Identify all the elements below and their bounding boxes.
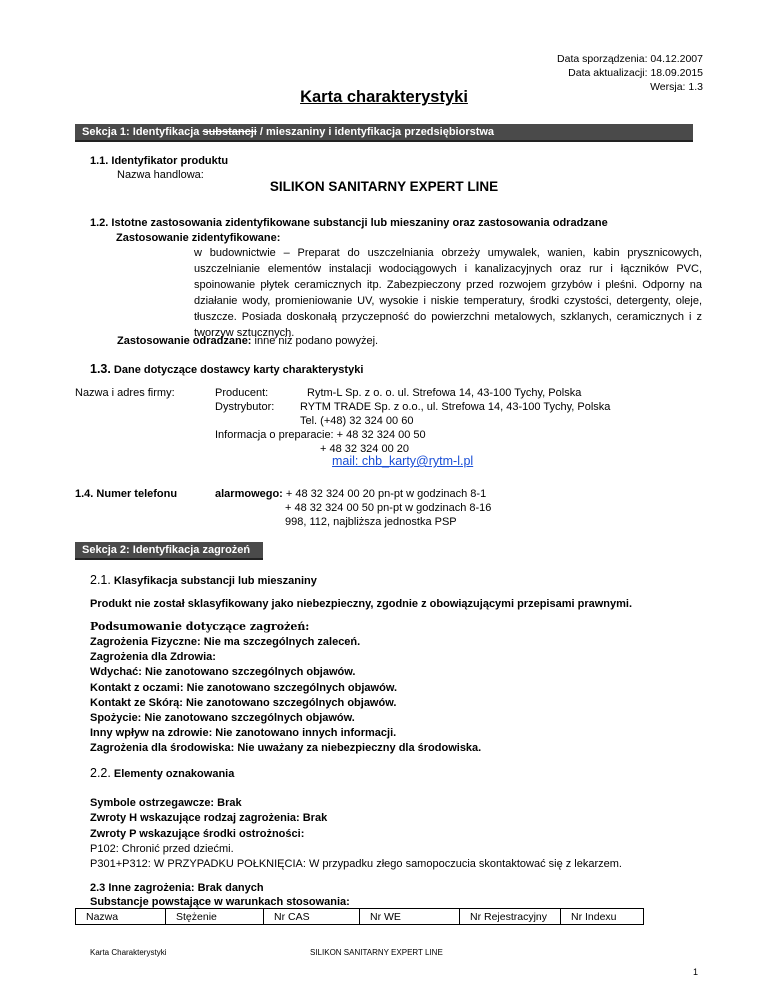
document-meta [557, 52, 703, 95]
other-hazards: 2.3 Inne zagrożenia: Brak danych [90, 882, 264, 894]
table-header-cell: Stężenie [166, 909, 264, 925]
hazard-summary-item: Kontakt ze Skórą: Nie zanotowano szczególnych objawów. [90, 696, 397, 709]
section-1-3-number: 1.3. [90, 362, 111, 376]
table-header-cell: Nr Indexu [561, 909, 644, 925]
trade-name-label: Nazwa handlowa: [117, 169, 204, 181]
section-1-3-text: Dane dotyczące dostawcy karty charakterystyki [110, 364, 364, 376]
hazard-summary-item: Inny wpływ na zdrowie: Nie zanotowano innych informacji. [90, 727, 397, 740]
table-header-cell: Nr CAS [264, 909, 360, 925]
section-2-2-title [90, 766, 234, 782]
distributor-label: Dystrybutor: [215, 401, 275, 413]
hazard-summary-item: Zagrożenia Fizyczne: Nie ma szczególnych zaleceń. [90, 636, 361, 648]
section-1-2-title: 1.2. Istotne zastosowania zidentyfikowane substancji lub mieszaniny oraz zastosowania odradzane [90, 217, 608, 229]
hazard-summary-title: Podsumowanie dotyczące zagrożeń: [90, 620, 310, 633]
h-phrases: Zwroty H wskazujące rodzaj zagrożenia: Brak [90, 812, 328, 825]
identified-use-text: w budownictwie – Preparat do uszczelniania obrzeży umywalek, wanien, kabin prysznicowych, uszczelnianie elementów instalacji wodociągowych i kanalizacyjnych oraz rur i łączników PVC, spoinowanie płytek ceramicznych itp. Zabezpieczony przed rozwojem grzybów i pleśni. Odporny na działanie wody, promieniowanie UV, wysokie i niskie temperatury, środki czystości, detergenty, oleje, tłuszcze. Posiada doskonałą przyczepność do powierzchni metalowych, szklanych, ceramicznych i z tworzyw sztucznych. [194, 247, 702, 340]
advised-against-label: Zastosowanie odradzane: [117, 335, 252, 347]
update-date: Data aktualizacji: 18.09.2015 [568, 67, 703, 80]
page-number: 1 [692, 967, 698, 977]
footer-left: Karta Charakterystyki [90, 948, 167, 957]
alarm-number-1: + 48 32 324 00 20 pn-pt w godzinach 8-1 [282, 488, 487, 500]
p102-phrase: P102: Chronić przed dziećmi. [90, 842, 234, 855]
hazard-summary-list [90, 635, 481, 757]
company-phone: Tel. (+48) 32 324 00 60 [300, 415, 414, 427]
section-1-suffix: / mieszaniny i identyfikacja przedsiębiorstwa [256, 126, 495, 138]
table-header-row [76, 909, 644, 925]
distributor-value: RYTM TRADE Sp. z o.o., ul. Strefowa 14, 43-100 Tychy, Polska [300, 401, 611, 413]
alarm-label: alarmowego: [215, 488, 283, 500]
section-1-header [75, 124, 693, 142]
section-2-1-text: Klasyfikacja substancji lub mieszaniny [110, 575, 317, 587]
emergency-phone-line-2: + 48 32 324 00 50 pn-pt w godzinach 8-16 [285, 502, 492, 514]
section-2-2-number: 2.2. [90, 766, 111, 780]
table-header-cell: Nr WE [360, 909, 460, 925]
company-name-label: Nazwa i adres firmy: [75, 387, 175, 399]
hazard-summary-item: Wdychać: Nie zanotowano szczególnych objawów. [90, 666, 356, 679]
labelling-elements [90, 796, 622, 872]
producer-label: Producent: [215, 387, 269, 399]
email-link[interactable]: mail: chb_karty@rytm-l.pl [332, 454, 474, 468]
emergency-phone-line-1 [215, 487, 486, 502]
advised-against [117, 334, 378, 349]
substances-label: Substancje powstające w warunkach stosowania: [90, 896, 350, 908]
footer-center: SILIKON SANITARNY EXPERT LINE [310, 948, 443, 957]
section-1-1-title: 1.1. Identyfikator produktu [90, 155, 229, 167]
p-phrases: Zwroty P wskazujące środki ostrożności: [90, 827, 305, 840]
section-2-header: Sekcja 2: Identyfikacja zagrożeń [75, 542, 263, 560]
section-1-prefix: Sekcja 1: Identyfikacja [82, 126, 203, 138]
table-header-cell: Nazwa [76, 909, 166, 925]
producer-value: Rytm-L Sp. z o. o. ul. Strefowa 14, 43-100 Tychy, Polska [307, 387, 582, 399]
creation-date: Data sporządzenia: 04.12.2007 [557, 53, 703, 65]
emergency-phone-label: 1.4. Numer telefonu [75, 488, 178, 500]
section-2-2-text: Elementy oznakowania [110, 768, 235, 780]
section-2-1-title [90, 573, 317, 589]
identified-use-label: Zastosowanie zidentyfikowane: [116, 232, 281, 244]
section-2-1-number: 2.1. [90, 573, 111, 587]
section-1-struck: substancji [202, 126, 257, 138]
version: Wersja: 1.3 [650, 81, 703, 94]
table-header-cell: Nr Rejestracyjny [460, 909, 561, 925]
hazard-summary-item: Zagrożenia dla środowiska: Nie uważany za niebezpieczny dla środowiska. [90, 742, 482, 755]
warning-symbols: Symbole ostrzegawcze: Brak [90, 797, 242, 809]
emergency-phone-line-3: 998, 112, najbliższa jednostka PSP [285, 516, 457, 528]
section-1-3-title [90, 362, 363, 378]
product-name: SILIKON SANITARNY EXPERT LINE [269, 179, 499, 194]
advised-against-value: inne niż podano powyżej. [251, 335, 379, 347]
product-info-phone-2: + 48 32 324 00 20 [320, 443, 409, 455]
document-title: Karta charakterystyki [300, 88, 468, 106]
hazard-summary-item: Kontakt z oczami: Nie zanotowano szczególnych objawów. [90, 681, 398, 694]
classification-statement: Produkt nie został sklasyfikowany jako niebezpieczny, zgodnie z obowiązującymi przepisami prawnymi. [90, 598, 632, 610]
hazard-summary-item: Spożycie: Nie zanotowano szczególnych objawów. [90, 712, 355, 725]
hazard-summary-item: Zagrożenia dla Zdrowia: [90, 651, 216, 664]
product-info-phone: Informacja o preparacie: + 48 32 324 00 50 [215, 429, 426, 441]
substances-table [75, 908, 644, 925]
p301-phrase: P301+P312: W PRZYPADKU POŁKNIĘCIA: W przypadku złego samopoczucia skontaktować się z lekarzem. [90, 858, 622, 871]
